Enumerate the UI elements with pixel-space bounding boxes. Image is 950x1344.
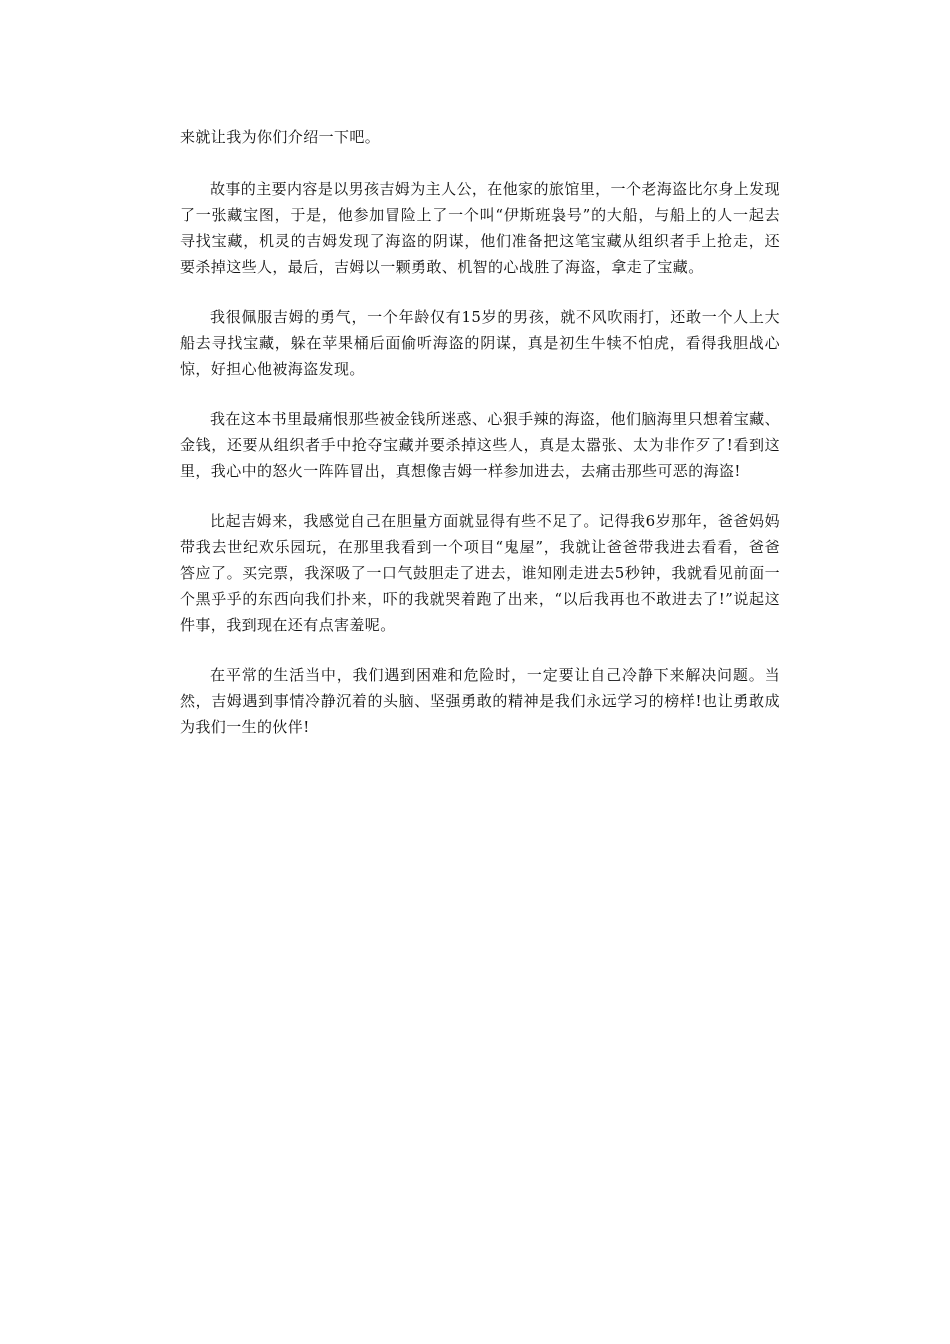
paragraph-admire-courage: 我很佩服吉姆的勇气，一个年龄仅有15岁的男孩，就不风吹雨打，还敢一个人上大船去寻找宝藏，躲在苹果桶后面偷听海盗的阴谋，真是初生牛犊不怕虎，看得我胆战心惊，好担心他被海盗发现。 — [180, 308, 780, 378]
document-body — [180, 124, 780, 764]
paragraph-intro: 来就让我为你们介绍一下吧。 — [180, 128, 381, 146]
paragraph-hate-pirates: 我在这本书里最痛恨那些被金钱所迷惑、心狠手辣的海盗，他们脑海里只想着宝藏、金钱，还要从组织者手中抢夺宝藏并要杀掉这些人，真是太嚣张、太为非作歹了!看到这里，我心中的怒火一阵阵冒出，真想像吉姆一样参加进去，去痛击那些可恶的海盗! — [180, 410, 780, 480]
paragraph-personal-story: 比起吉姆来，我感觉自己在胆量方面就显得有些不足了。记得我6岁那年，爸爸妈妈带我去世纪欢乐园玩，在那里我看到一个项目“鬼屋”，我就让爸爸带我进去看看，爸爸答应了。买完票，我深吸了一口气鼓胆走了进去，谁知刚走进去5秒钟，我就看见前面一个黑乎乎的东西向我们扑来，吓的我就哭着跑了出来，“以后我再也不敢进去了!”说起这件事，我到现在还有点害羞呢。 — [180, 512, 780, 634]
paragraph-story-summary: 故事的主要内容是以男孩吉姆为主人公，在他家的旅馆里，一个老海盗比尔身上发现了一张藏宝图，于是，他参加冒险上了一个叫“伊斯班袅号”的大船，与船上的人一起去寻找宝藏，机灵的吉姆发现了海盗的阴谋，他们准备把这笔宝藏从组织者手上抢走，还要杀掉这些人，最后，吉姆以一颗勇敢、机智的心战胜了海盗，拿走了宝藏。 — [180, 180, 780, 276]
paragraph-conclusion: 在平常的生活当中，我们遇到困难和危险时，一定要让自己冷静下来解决问题。当然，吉姆遇到事情冷静沉着的头脑、坚强勇敢的精神是我们永远学习的榜样!也让勇敢成为我们一生的伙伴! — [180, 666, 780, 736]
